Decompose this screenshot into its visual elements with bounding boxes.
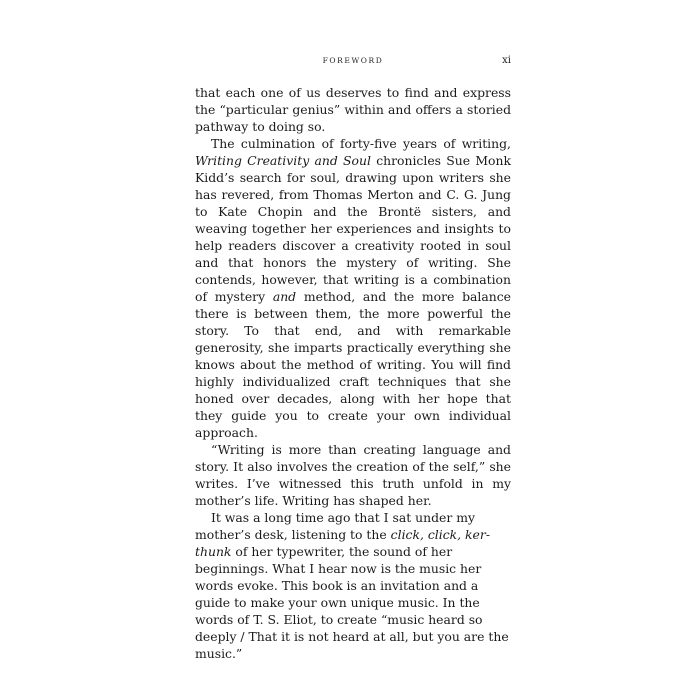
paragraph — [195, 84, 511, 135]
paragraph — [195, 441, 511, 509]
text-segment: “Writing is more than creating language and story. It also involves the creation of the self,” she writes. I’ve witnessed this truth unfold in my mother’s life. Writing has shaped her. — [195, 442, 511, 508]
emphasis: click, click, ker-thunk — [195, 527, 491, 559]
text-segment: that each one of us deserves to find and express the “particular genius” within and offers a storied pathway to doing so. — [195, 85, 511, 134]
emphasis: and — [272, 289, 297, 304]
text-segment: The culmination of forty-five years of writing, — [211, 136, 511, 151]
paragraph — [195, 135, 511, 441]
running-head — [195, 56, 511, 70]
page-number: xi — [502, 55, 511, 66]
book-title: Writing Creativity and Soul — [195, 153, 371, 168]
text-segment: It was a long time ago that I sat under my mother’s desk, listening to the — [195, 510, 475, 542]
text-segment: method, and the more balance there is between them, the more powerful the story. To that end, and with remarkable generosity, she imparts practically everything she knows about the method of writing. You will find highly individualized craft techniques that she honed over decades, along with her hope that they guide you to create your own individual approach. — [195, 289, 511, 440]
text-segment: chronicles Sue Monk Kidd’s search for soul, drawing upon writers she has revered, from Thomas Merton and C. G. Jung to Kate Chopin and the Brontë sisters, and weaving together her experiences and insights to help readers discover a creativity rooted in soul and that honors the mystery of writing. She contends, however, that writing is a combination of mystery — [195, 153, 511, 304]
running-title: FOREWORD — [322, 56, 384, 65]
paragraph — [195, 509, 511, 662]
body-text — [195, 84, 511, 662]
text-segment: of her typewriter, the sound of her beginnings. What I hear now is the music her words evoke. This book is an invitation and a guide to make your own unique music. In the words of T. S. Eliot, to create “music heard so deeply / That it is not heard at all, but you are the music.” — [195, 544, 509, 661]
